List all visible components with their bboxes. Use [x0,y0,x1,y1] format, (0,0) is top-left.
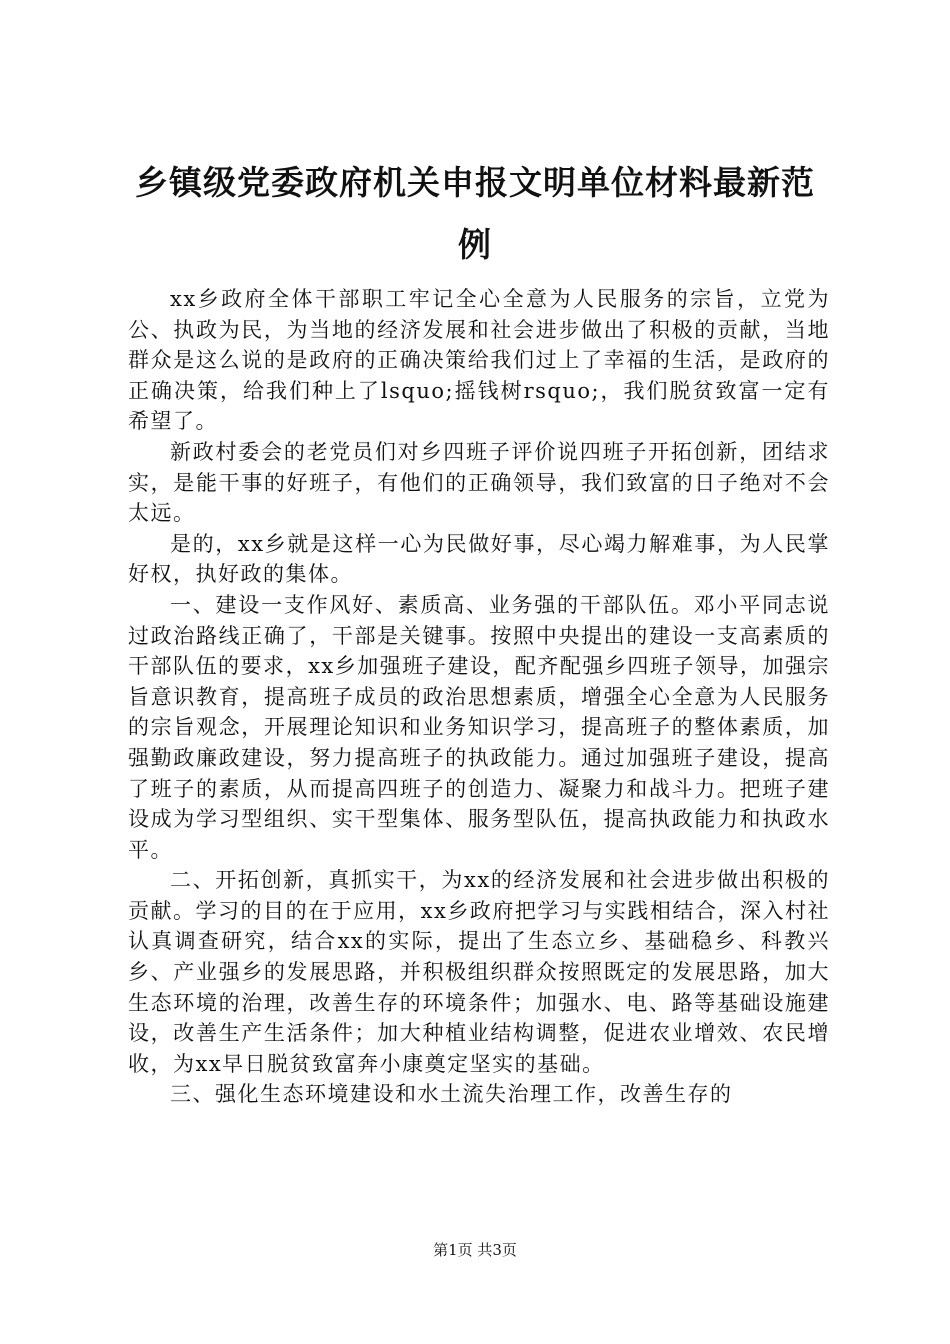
paragraph: 三、强化生态环境建设和水土流失治理工作，改善生存的 [170,1082,733,1107]
document-title: 乡镇级党委政府机关申报文明单位材料最新范例 [135,163,815,264]
paragraph: xx乡政府全体干部职工牢记全心全意为人民服务的宗旨，立党为公、执政为民，为当地的经济发展和社会进步做出了积极的贡献，当地群众是这么说的是政府的正确决策给我们过上了幸福的生活，是政府的正确决策，给我们种上了lsquo;摇钱树rsquo;，我们脱贫致富一定有希望了。 [128,287,830,434]
paragraph: 二、开拓创新，真抓实干，为xx的经济发展和社会进步做出积极的贡献。学习的目的在于应用，xx乡政府把学习与实践相结合，深入村社认真调查研究，结合xx的实际，提出了生态立乡、基础稳乡、科教兴乡、产业强乡的发展思路，并积极组织群众按照既定的发展思路，加大生态环境的治理，改善生存的环境条件；加强水、电、路等基础设施建设，改善生产生活条件；加大种植业结构调整，促进农业增效、农民增收，为xx早日脱贫致富奔小康奠定坚实的基础。 [128,868,830,1076]
document-body [128,284,830,1110]
paragraph: 新政村委会的老党员们对乡四班子评价说四班子开拓创新，团结求实，是能干事的好班子，有他们的正确领导，我们致富的日子绝对不会太远。 [128,439,830,526]
paragraph: 一、建设一支作风好、素质高、业务强的干部队伍。邓小平同志说过政治路线正确了，干部是关键事。按照中央提出的建设一支高素质的干部队伍的要求，xx乡加强班子建设，配齐配强乡四班子领导，加强宗旨意识教育，提高班子成员的政治思想素质，增强全心全意为人民服务的宗旨观念，开展理论知识和业务知识学习，提高班子的整体素质，加强勤政廉政建设，努力提高班子的执政能力。通过加强班子建设，提高了班子的素质，从而提高四班子的创造力、凝聚力和战斗力。把班子建设成为学习型组织、实干型集体、服务型队伍，提高执政能力和执政水平。 [128,592,830,862]
paragraph: 是的，xx乡就是这样一心为民做好事，尽心竭力解难事，为人民掌好权，执好政的集体。 [128,531,830,587]
page-footer: 第1页 共3页 [433,1241,517,1259]
